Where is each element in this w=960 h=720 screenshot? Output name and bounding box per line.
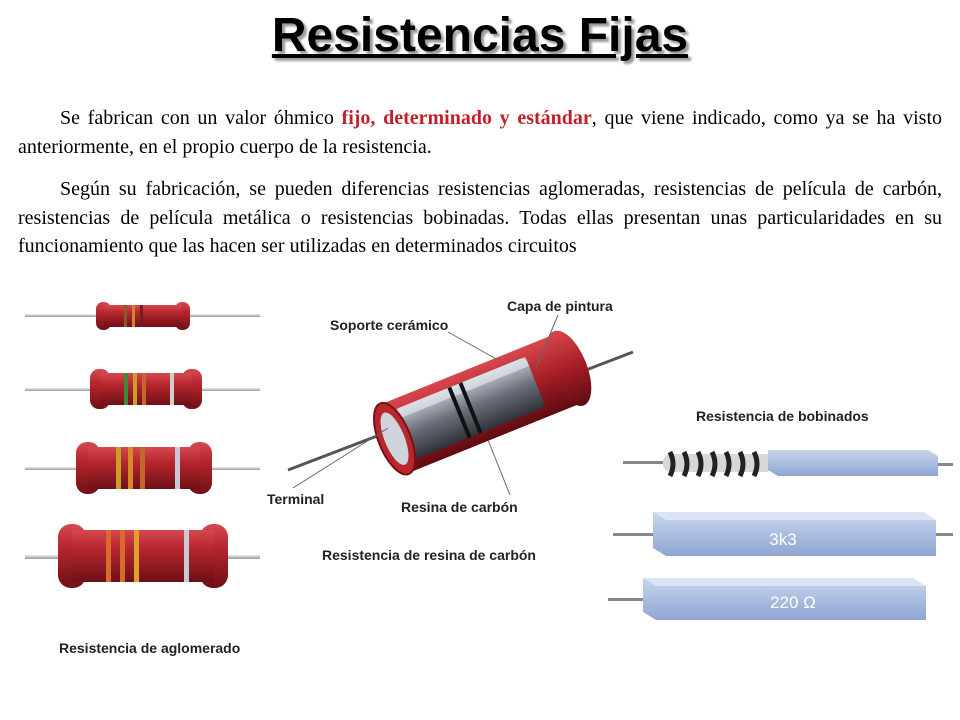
agglomerated-resistors-image: [20, 296, 265, 596]
page-title: Resistencias Fijas: [271, 9, 689, 62]
resistor-small: [25, 302, 260, 330]
carbon-resin-resistor-image: [288, 320, 633, 490]
highlighted-terms: fijo, determinado y estándar: [341, 107, 592, 129]
label-agglomerated: Resistencia de aglomerado: [59, 640, 241, 656]
resistor-xlarge: [25, 524, 260, 588]
wirewound-resistors-image: [608, 440, 953, 620]
value-3k3: 3k3: [769, 530, 797, 549]
resistor-medium: [25, 369, 260, 409]
intro-paragraph: [18, 104, 942, 161]
value-220-ohm: 220 Ω: [770, 593, 816, 612]
intro-text-end: , que viene indicado, como ya se ha visto anteriormente, en el propio cuerpo de la resistencia.: [18, 107, 942, 158]
label-paint-layer: Capa de pintura: [507, 298, 613, 314]
label-ceramic-support: Soporte cerámico: [330, 317, 449, 333]
label-wirewound: Resistencia de bobinados: [696, 408, 869, 424]
intro-text-start: Se fabrican con un valor óhmico: [60, 107, 342, 129]
fabrication-paragraph: Según su fabricación, se pueden diferencias resistencias aglomeradas, resistencias de película de carbón, resistencias de película metálica o resistencias bobinadas. Todas ellas presentan unas particularidades en su funcionamiento que las hacen ser utilizadas en determinados circuitos: [18, 178, 942, 257]
label-carbon-resistor: Resistencia de resina de carbón: [322, 547, 536, 563]
label-terminal: Terminal: [267, 491, 325, 507]
resistor-large: [25, 442, 260, 494]
label-carbon-resin: Resina de carbón: [401, 499, 518, 515]
